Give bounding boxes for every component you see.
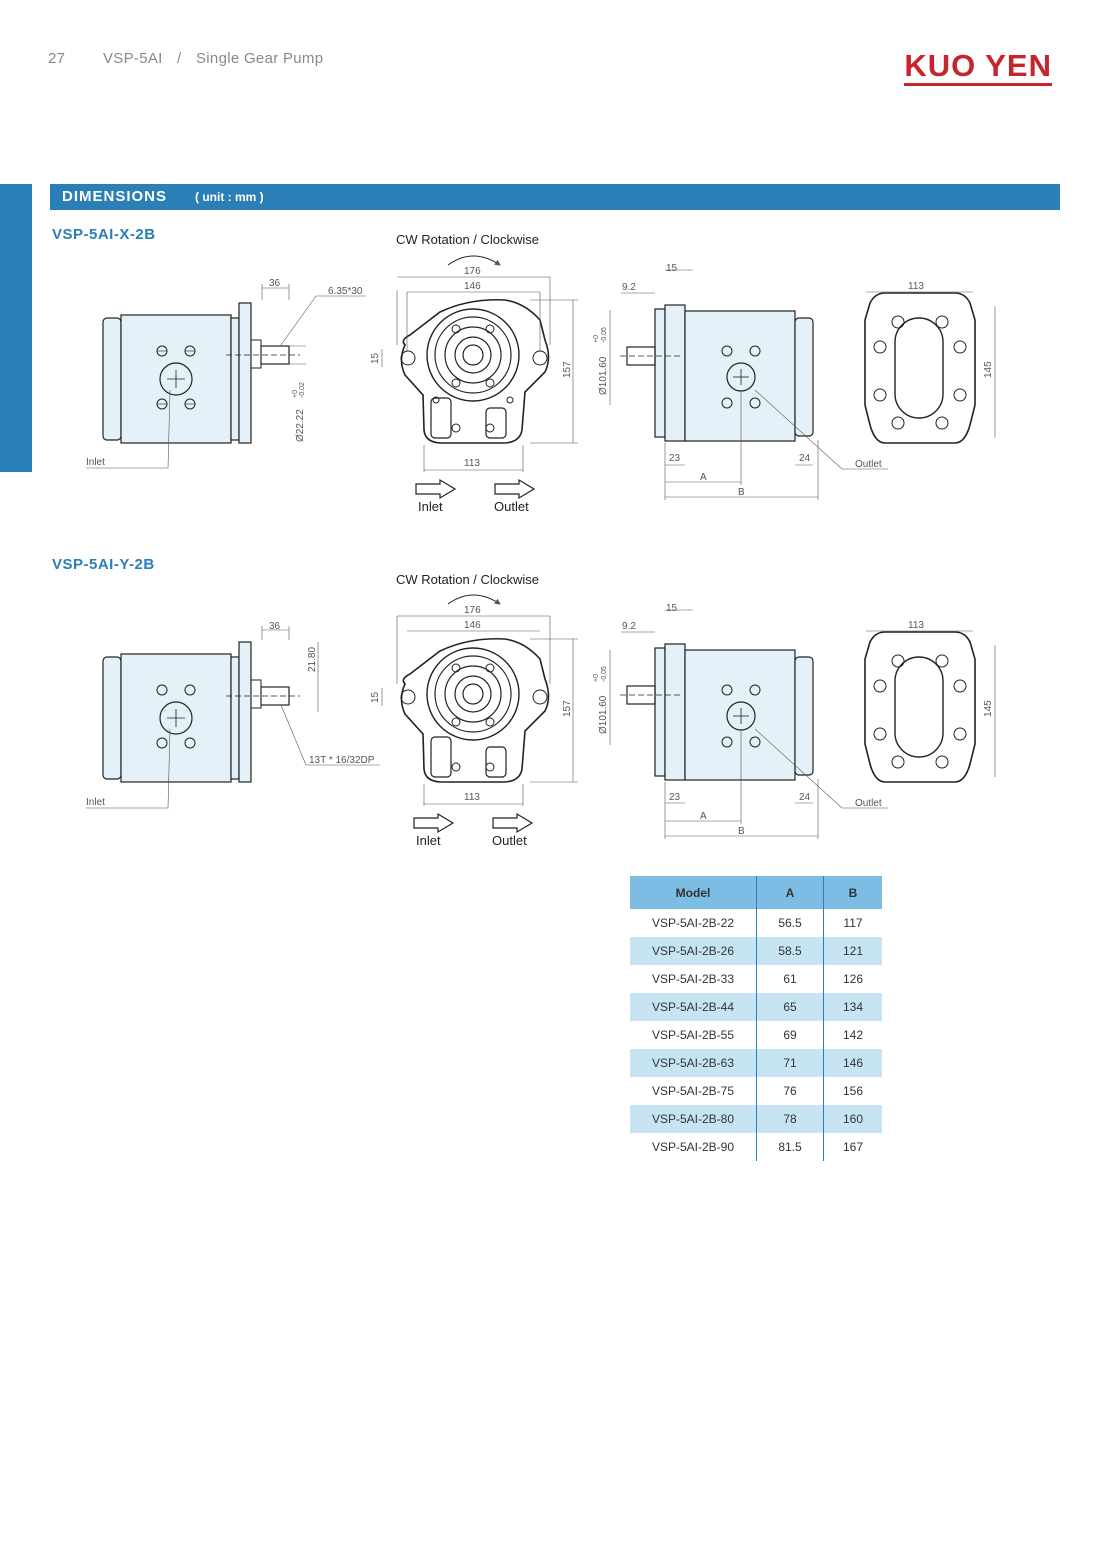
dim-x-shaft-spec: 6.35*30 xyxy=(328,286,363,297)
dim-x-tol-bot: -0.02 xyxy=(299,382,306,398)
table-row xyxy=(630,1021,882,1049)
label-y2-outlet: Outlet xyxy=(855,798,882,809)
side-view-x xyxy=(86,284,366,468)
table-row xyxy=(630,1105,882,1133)
label-y-inlet: Inlet xyxy=(416,833,441,848)
dim-x2-15: 15 xyxy=(666,263,678,274)
cell-b: 142 xyxy=(842,1028,864,1042)
dim-y2-tol-top: +0 xyxy=(593,674,600,682)
dim-y2-pilot: Ø101.60 xyxy=(598,695,609,734)
brand-logo: KUO YEN xyxy=(904,50,1052,86)
table-row xyxy=(630,909,882,937)
cell-model: VSP-5AI-2B-90 xyxy=(630,1133,757,1161)
dim-x2-92: 9.2 xyxy=(622,282,636,293)
header-product: VSP-5AI xyxy=(103,50,163,67)
rotation-label-y: CW Rotation / Clockwise xyxy=(396,572,540,587)
dim-y2-24: 24 xyxy=(799,792,811,803)
dim-x2-tol-top: +0 xyxy=(593,335,600,343)
cell-model: VSP-5AI-2B-80 xyxy=(630,1105,757,1133)
cell-a: 56.5 xyxy=(757,909,824,937)
cell-a: 65 xyxy=(757,993,824,1021)
side-view-y xyxy=(86,626,380,808)
dim-x2-pilot: Ø101.60 xyxy=(598,356,609,395)
cell-b: 167 xyxy=(842,1140,864,1154)
dim-x3-113: 113 xyxy=(908,281,924,292)
dim-x2-23: 23 xyxy=(669,453,681,464)
dim-y2-tol-bot: -0.05 xyxy=(601,666,608,682)
cell-a: 69 xyxy=(757,1021,824,1049)
dim-y-shaft-h: 21.80 xyxy=(307,646,318,672)
cell-a: 76 xyxy=(757,1077,824,1105)
section-title: DIMENSIONS xyxy=(62,188,168,205)
dim-y-157: 157 xyxy=(562,700,573,717)
table-header-row xyxy=(630,876,882,909)
cell-model: VSP-5AI-2B-63 xyxy=(630,1049,757,1077)
model-title-x: VSP-5AI-X-2B xyxy=(52,226,156,243)
dim-x2-b: B xyxy=(738,487,745,498)
cell-a: 81.5 xyxy=(757,1133,824,1161)
cell-model: VSP-5AI-2B-75 xyxy=(630,1077,757,1105)
rotation-label-x: CW Rotation / Clockwise xyxy=(396,232,540,247)
table-header-a: A xyxy=(757,876,824,909)
cell-b: 156 xyxy=(842,1084,864,1098)
dim-y2-a: A xyxy=(700,811,707,822)
dim-y-113: 113 xyxy=(464,792,480,803)
table-row xyxy=(630,993,882,1021)
dim-y-176: 176 xyxy=(464,605,481,616)
label-x2-outlet: Outlet xyxy=(855,459,882,470)
dim-y-146: 146 xyxy=(464,620,481,631)
dim-y-15: 15 xyxy=(370,691,381,703)
header-separator: / xyxy=(177,50,182,67)
dim-y3-113: 113 xyxy=(908,620,924,631)
spec-table xyxy=(630,876,882,1161)
dim-y-spline: 13T * 16/32DP xyxy=(309,755,375,766)
cell-b: 134 xyxy=(824,993,883,1021)
cell-a: 61 xyxy=(757,965,824,993)
dim-x3-145: 145 xyxy=(983,361,994,378)
cell-model: VSP-5AI-2B-55 xyxy=(630,1021,757,1049)
table-header-b: B xyxy=(824,876,883,909)
dim-x-176: 176 xyxy=(464,266,481,277)
rear-view-x xyxy=(865,292,995,443)
dim-x-tol-top: +0 xyxy=(292,390,299,398)
table-row xyxy=(630,965,882,993)
dim-y2-92: 9.2 xyxy=(622,621,636,632)
section-unit: ( unit : mm ) xyxy=(195,190,264,204)
dim-x-15: 15 xyxy=(370,352,381,364)
dim-y2-23: 23 xyxy=(669,792,681,803)
dim-x-shaft-len: 36 xyxy=(269,278,281,289)
table-row xyxy=(630,1077,882,1105)
dim-x-113: 113 xyxy=(464,458,480,469)
label-y-inlet-side: Inlet xyxy=(86,797,105,808)
dim-y2-15: 15 xyxy=(666,603,678,614)
cell-model: VSP-5AI-2B-22 xyxy=(630,909,757,937)
label-x-outlet: Outlet xyxy=(494,499,529,514)
cell-a: 71 xyxy=(757,1049,824,1077)
front-view-x xyxy=(382,256,578,498)
cell-model: VSP-5AI-2B-44 xyxy=(630,993,757,1021)
table-header-model: Model xyxy=(630,876,757,909)
cell-b: 126 xyxy=(842,972,864,986)
dim-x2-24: 24 xyxy=(799,453,811,464)
table-row xyxy=(630,937,882,965)
side2-view-y xyxy=(610,610,888,839)
cell-model: VSP-5AI-2B-33 xyxy=(630,965,757,993)
table-row xyxy=(630,1133,882,1161)
dim-x-shaft-dia: Ø22.22 xyxy=(295,409,306,442)
dim-y2-b: B xyxy=(738,826,745,837)
cell-b: 160 xyxy=(824,1105,883,1133)
dim-y-shaft-len: 36 xyxy=(269,621,281,632)
dim-x-146: 146 xyxy=(464,281,481,292)
label-y-outlet: Outlet xyxy=(492,833,527,848)
cell-b: 146 xyxy=(824,1049,883,1077)
dim-x-157: 157 xyxy=(562,361,573,378)
cell-a: 78 xyxy=(757,1105,824,1133)
rear-view-y xyxy=(865,631,995,782)
side2-view-x xyxy=(610,270,888,500)
page-number: 27 xyxy=(48,50,66,67)
label-x-inlet: Inlet xyxy=(418,499,443,514)
header-subtitle: Single Gear Pump xyxy=(196,50,324,67)
cell-b: 121 xyxy=(824,937,883,965)
dim-y3-145: 145 xyxy=(983,700,994,717)
model-title-y: VSP-5AI-Y-2B xyxy=(52,556,155,573)
cell-model: VSP-5AI-2B-26 xyxy=(630,937,757,965)
label-x-inlet-side: Inlet xyxy=(86,457,105,468)
cell-a: 58.5 xyxy=(757,937,824,965)
cell-b: 117 xyxy=(843,916,863,930)
dim-x2-a: A xyxy=(700,472,707,483)
table-row xyxy=(630,1049,882,1077)
dim-x2-tol-bot: -0.05 xyxy=(601,327,608,343)
